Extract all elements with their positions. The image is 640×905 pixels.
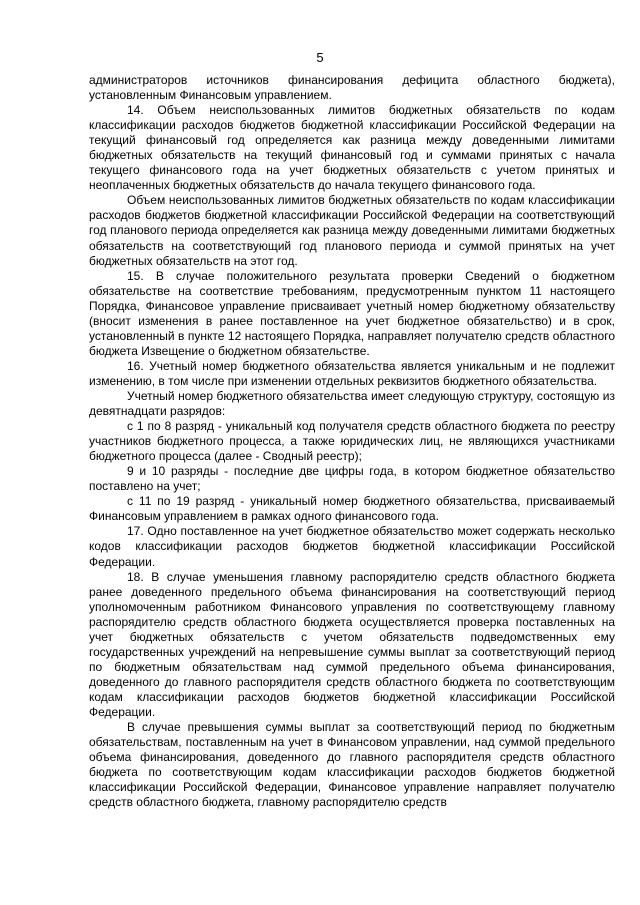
paragraph: 15. В случае положительного результата проверки Сведений о бюджетном обязательстве на соответствие требованиям, предусмотренным пунктом 11 настоящего Порядка, Финансовое управление присваивает учетный номер бюджетному обязательству (вносит изменения в ранее поставленное на учет бюджетное обязательство) и в срок, установленный в пункте 12 настоящего Порядка, направляет получателю средств областного бюджета Извещение о бюджетном обязательстве. xyxy=(89,268,615,358)
paragraph: с 1 по 8 разряд - уникальный код получателя средств областного бюджета по реестру участников бюджетного процесса, а также юридических лиц, не являющихся участниками бюджетного процесса (далее - Сводный реестр); xyxy=(89,419,615,464)
document-body xyxy=(89,73,615,810)
paragraph: 14. Объем неиспользованных лимитов бюджетных обязательств по кодам классификации расходов бюджетов бюджетной классификации Российской Федерации на текущий финансовый год определяется как разница между доведенными лимитами бюджетных обязательств на текущий финансовый год и суммами принятых с начала текущего финансового года на учет бюджетных обязательств с учетом принятых и неоплаченных бюджетных обязательств до начала текущего финансового года. xyxy=(89,103,615,193)
page-number: 5 xyxy=(316,50,324,65)
paragraph: 17. Одно поставленное на учет бюджетное обязательство может содержать несколько кодов классификации расходов бюджетов бюджетной классификации Российской Федерации. xyxy=(89,524,615,569)
paragraph: 16. Учетный номер бюджетного обязательства является уникальным и не подлежит изменению, в том числе при изменении отдельных реквизитов бюджетного обязательства. xyxy=(89,358,615,388)
paragraph: В случае превышения суммы выплат за соответствующий период по бюджетным обязательствам, поставленным на учет в Финансовом управлении, над суммой предельного объема финансирования, доведенного до главного распорядителя средств областного бюджета по соответствующим кодам классификации расходов бюджетов бюджетной классификации Российской Федерации, Финансовое управление направляет получателю средств областного бюджета, главному распорядителю средств xyxy=(89,720,615,810)
paragraph: с 11 по 19 разряд - уникальный номер бюджетного обязательства, присваиваемый Финансовым управлением в рамках одного финансового года. xyxy=(89,494,615,524)
paragraph: 18. В случае уменьшения главному распорядителю средств областного бюджета ранее доведенного предельного объема финансирования на соответствующий период уполномоченным работником Финансового управления по соответствующему главному распорядителю средств областного бюджета осуществляется проверка поставленных на учет бюджетных обязательств с учетом обязательств подведомственных ему государственных учреждений на непревышение суммы выплат за соответствующий период по бюджетным обязательствам над суммой предельного объема финансирования, доведенного до главного распорядителя средств областного бюджета по соответствующим кодам классификации расходов бюджетов бюджетной классификации Российской Федерации. xyxy=(89,569,615,719)
paragraph: администраторов источников финансирования дефицита областного бюджета), установленным Финансовым управлением. xyxy=(89,73,615,103)
paragraph: 9 и 10 разряды - последние две цифры года, в котором бюджетное обязательство поставлено на учет; xyxy=(89,464,615,494)
paragraph: Объем неиспользованных лимитов бюджетных обязательств по кодам классификации расходов бюджетов бюджетной классификации Российской Федерации на соответствующий год планового периода определяется как разница между доведенными лимитами бюджетных обязательств на соответствующий год планового периода и суммой принятых на учет бюджетных обязательств на этот год. xyxy=(89,193,615,268)
paragraph: Учетный номер бюджетного обязательства имеет следующую структуру, состоящую из девятнадцати разрядов: xyxy=(89,388,615,419)
